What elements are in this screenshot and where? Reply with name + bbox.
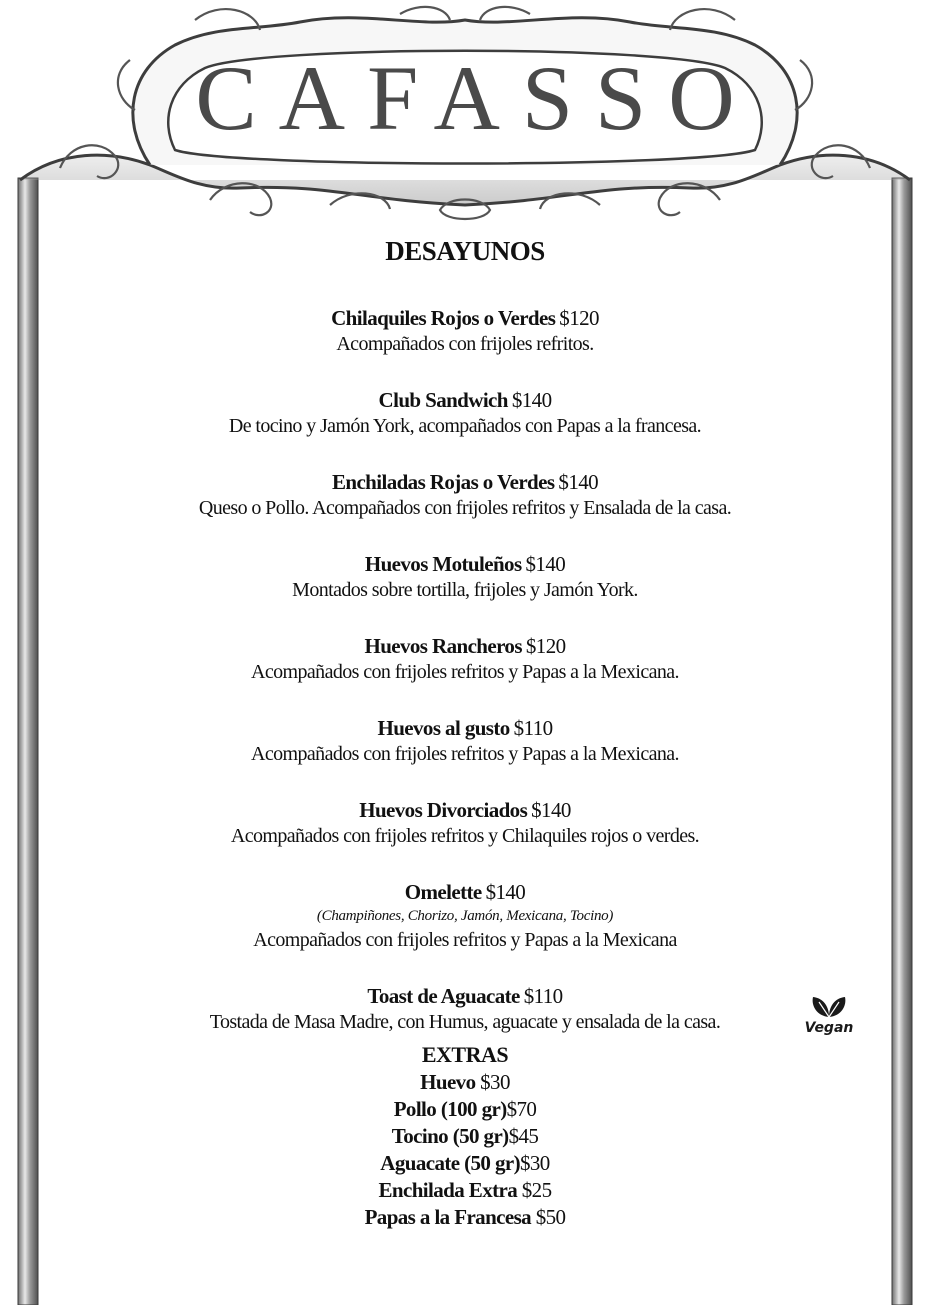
extra-item [60, 1177, 870, 1204]
extra-name: Huevo [420, 1070, 476, 1094]
menu-item [60, 879, 870, 953]
extras-section [60, 1041, 870, 1231]
item-description: Acompañados con frijoles refritos y Papas a la Mexicana. [251, 661, 679, 683]
item-description: Acompañados con frijoles refritos. [336, 333, 594, 355]
extra-price: $30 [480, 1070, 510, 1094]
item-price: $120 [525, 634, 566, 658]
extra-name: Papas a la Francesa [364, 1205, 532, 1229]
extra-price: $45 [508, 1124, 539, 1148]
item-name: Enchiladas Rojas o Verdes [331, 470, 555, 494]
item-description: Acompañados con frijoles refritos y Chilaquiles rojos o verdes. [230, 825, 700, 847]
item-price: $120 [559, 306, 599, 330]
extra-price: $50 [535, 1205, 566, 1229]
item-description: Acompañados con frijoles refritos y Papas a la Mexicana. [251, 743, 679, 765]
item-price: $140 [531, 798, 571, 822]
leaf-icon [809, 996, 849, 1018]
extra-name: Pollo (100 gr) [393, 1097, 507, 1121]
menu-item [60, 797, 870, 849]
vegan-badge [798, 996, 860, 1036]
item-name: Huevos Motuleños [364, 552, 522, 576]
item-price: $140 [511, 388, 552, 412]
menu-item [60, 715, 870, 767]
extra-price: $70 [506, 1097, 537, 1121]
item-price: $140 [485, 880, 526, 904]
item-description: Acompañados con frijoles refritos y Papas a la Mexicana [253, 929, 677, 951]
extra-price: $30 [519, 1151, 550, 1175]
menu-item [60, 469, 870, 521]
item-name: Chilaquiles Rojos o Verdes [331, 306, 556, 330]
extra-item [60, 1069, 870, 1096]
item-name: Club Sandwich [378, 388, 508, 412]
menu-content [60, 236, 870, 1231]
item-price: $140 [525, 552, 566, 576]
extras-title: EXTRAS [421, 1042, 509, 1067]
extra-name: Tocino (50 gr) [391, 1124, 509, 1148]
item-description: Tostada de Masa Madre, con Humus, aguacate y ensalada de la casa. [209, 1011, 721, 1033]
extra-item [60, 1204, 870, 1231]
extra-name: Aguacate (50 gr) [380, 1151, 520, 1175]
vegan-label: Vegan [804, 1020, 854, 1036]
item-name: Huevos Divorciados [359, 798, 528, 822]
item-name: Huevos al gusto [377, 716, 510, 740]
brand-logo: CAFASSO [195, 47, 757, 149]
item-price: $110 [513, 716, 553, 740]
item-description: Queso o Pollo. Acompañados con frijoles refritos y Ensalada de la casa. [198, 497, 732, 519]
extra-name: Enchilada Extra [378, 1178, 518, 1202]
item-name: Omelette [404, 880, 482, 904]
item-note: (Champiñones, Chorizo, Jamón, Mexicana, Tocino) [316, 908, 614, 924]
item-name: Toast de Aguacate [367, 984, 520, 1008]
menu-item [60, 387, 870, 439]
menu-item [60, 551, 870, 603]
extra-item [60, 1150, 870, 1177]
item-price: $140 [558, 470, 599, 494]
item-name: Huevos Rancheros [364, 634, 522, 658]
menu-item [60, 633, 870, 685]
menu-item [60, 305, 870, 357]
extra-item [60, 1123, 870, 1150]
item-description: Montados sobre tortilla, frijoles y Jamón York. [292, 579, 638, 601]
extra-price: $25 [521, 1178, 552, 1202]
item-price: $110 [523, 984, 563, 1008]
section-title: DESAYUNOS [385, 236, 545, 266]
extra-item [60, 1096, 870, 1123]
item-description: De tocino y Jamón York, acompañados con Papas a la francesa. [228, 415, 702, 437]
menu-item [60, 983, 870, 1035]
